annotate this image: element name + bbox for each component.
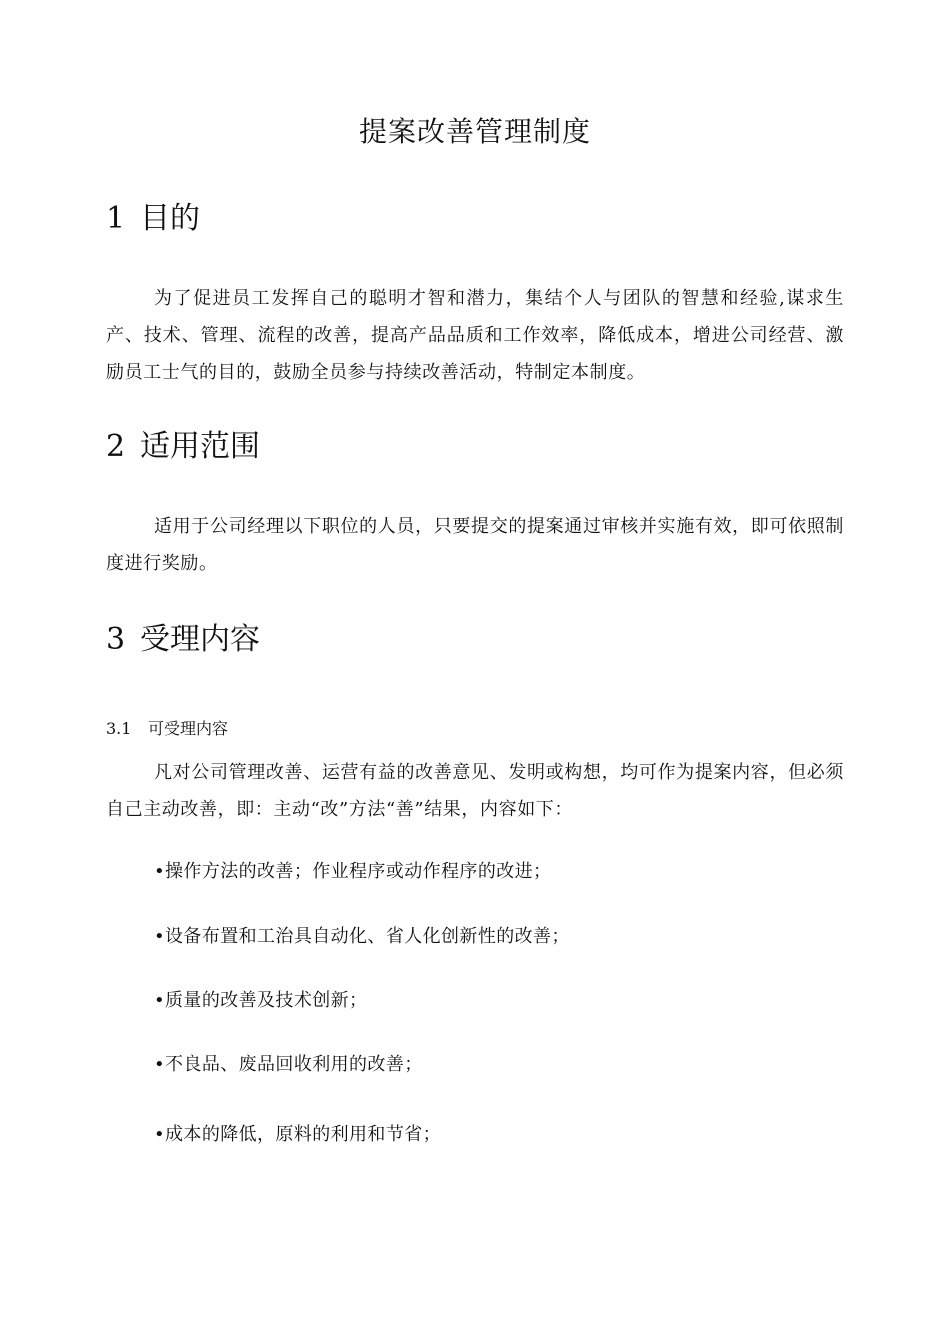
section-heading-content: [106, 619, 260, 661]
section-title: 目的: [140, 201, 200, 236]
list-item: •设备布置和工治具自动化、省人化创新性的改善；: [154, 926, 570, 947]
list-item: •不良品、废品回收利用的改善；: [154, 1054, 423, 1075]
section-title: 受理内容: [140, 622, 260, 657]
section-number: 3: [106, 622, 126, 657]
section-number: 2: [106, 429, 126, 464]
section-number: 1: [106, 201, 126, 236]
list-item: •质量的改善及技术创新；: [154, 990, 368, 1011]
section-heading-purpose: [106, 198, 200, 240]
purpose-paragraph: 为了促进员工发挥自己的聪明才智和潜力，集结个人与团队的智慧和经验,谋求生产、技术、管理、流程的改善，提高产品品质和工作效率，降低成本，增进公司经营、激励员工士气的目的，鼓励全员参与持续改善活动，特制定本制度。: [106, 288, 844, 383]
document-title: 提案改善管理制度: [358, 115, 591, 148]
subsection-heading-acceptable: [106, 716, 228, 742]
list-item: •操作方法的改善；作业程序或动作程序的改进；: [154, 861, 552, 882]
scope-paragraph: 适用于公司经理以下职位的人员，只要提交的提案通过审核并实施有效，即可依照制度进行奖励。: [106, 516, 844, 574]
subsection-number: 3.1: [106, 719, 132, 738]
section-heading-scope: [106, 426, 260, 468]
list-item: •成本的降低，原料的利用和节省；: [154, 1124, 442, 1145]
section-title: 适用范围: [140, 429, 260, 464]
subsection-title: 可受理内容: [148, 719, 229, 738]
acceptable-content-paragraph: 凡对公司管理改善、运营有益的改善意见、发明或构想，均可作为提案内容，但必须自己主动改善，即：主动“改”方法“善”结果，内容如下：: [106, 762, 844, 820]
